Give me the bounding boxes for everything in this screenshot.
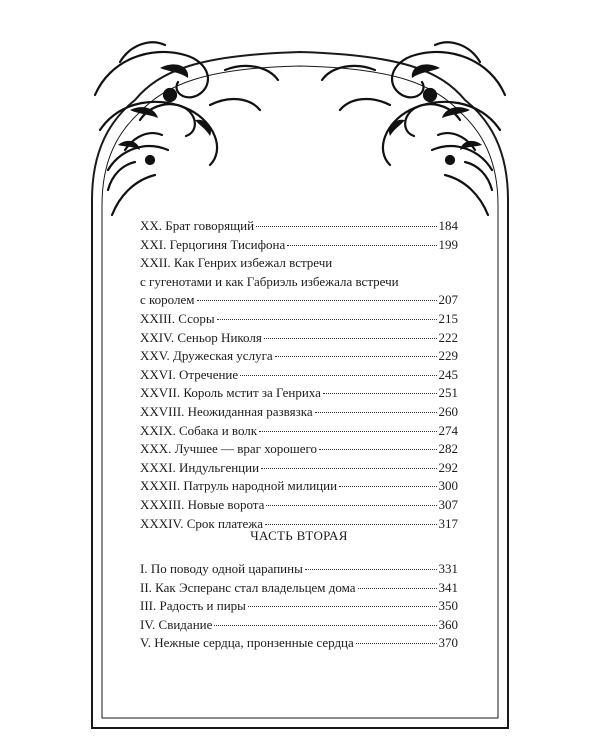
- toc-entry-part2-5[interactable]: [140, 634, 458, 653]
- toc-entry-title: XXXII. Патруль народной милиции: [140, 478, 338, 494]
- toc-entry-title: XXI. Герцогиня Тисифона: [140, 236, 286, 252]
- toc-entry-23[interactable]: [140, 310, 458, 329]
- toc-entry-20[interactable]: [140, 217, 458, 236]
- right-floral-ornament: [322, 42, 505, 215]
- toc-entry-page: 370: [438, 635, 458, 651]
- toc-entry-title: XXXIII. Новые ворота: [140, 496, 265, 512]
- toc-entry-page: 317: [438, 515, 458, 531]
- leader-dots: [256, 226, 436, 227]
- toc-entry-30[interactable]: [140, 440, 458, 459]
- toc-entry-page: 360: [438, 616, 458, 632]
- toc-entry-32[interactable]: [140, 477, 458, 496]
- toc-entry-title: III. Радость и пиры: [140, 598, 246, 614]
- leader-dots: [323, 393, 437, 394]
- leader-dots: [266, 505, 436, 506]
- toc-entry-page: 251: [438, 385, 458, 401]
- toc-entry-title: XX. Брат говорящий: [140, 218, 255, 233]
- toc-entry-31[interactable]: [140, 459, 458, 478]
- toc-entry-title: IV. Свидание: [140, 616, 213, 632]
- toc-entry-27[interactable]: [140, 384, 458, 403]
- leader-dots: [214, 625, 436, 626]
- toc-entry-part2-2[interactable]: [140, 579, 458, 598]
- left-floral-ornament: [95, 42, 278, 215]
- toc-entry-page: 274: [438, 422, 458, 438]
- toc-entry-page: 260: [438, 403, 458, 419]
- toc-entry-title-line: XXII. Как Генрих избежал встречи: [140, 255, 333, 271]
- leader-dots: [358, 588, 437, 589]
- toc-entry-title-line: с гугенотами и как Габриэль избежала встречи: [140, 273, 399, 289]
- toc-entry-page: 245: [438, 366, 458, 382]
- toc-entry-title: XXIX. Собака и волк: [140, 422, 258, 438]
- toc-entry-page: 215: [438, 310, 458, 326]
- leader-dots: [319, 449, 436, 450]
- toc-entry-part2-3[interactable]: [140, 597, 458, 616]
- toc-entry-page: 350: [438, 598, 458, 614]
- leader-dots: [264, 338, 437, 339]
- toc-entry-page: 222: [438, 329, 458, 345]
- toc-entry-26[interactable]: [140, 366, 458, 385]
- toc-entry-title: XXX. Лучшее — враг хорошего: [140, 441, 318, 457]
- toc-entry-part2-1[interactable]: [140, 560, 458, 579]
- toc-entry-page: 184: [438, 218, 458, 233]
- leader-dots: [275, 356, 437, 357]
- leader-dots: [259, 431, 436, 432]
- toc-entry-25[interactable]: [140, 347, 458, 366]
- part-two-heading: ЧАСТЬ ВТОРАЯ: [250, 528, 348, 543]
- leader-dots: [305, 569, 437, 570]
- toc-entry-page: 331: [438, 561, 458, 576]
- leader-dots: [287, 245, 436, 246]
- toc-entry-29[interactable]: [140, 422, 458, 441]
- toc-entry-page: 199: [438, 236, 458, 252]
- toc-entry-28[interactable]: [140, 403, 458, 422]
- toc-entry-title: XXVII. Король мстит за Генриха: [140, 385, 321, 401]
- toc-entry-page: 292: [438, 459, 458, 475]
- toc-entry-21[interactable]: [140, 236, 458, 255]
- leader-dots: [356, 643, 437, 644]
- toc-entry-title: XXIV. Сеньор Николя: [140, 329, 262, 345]
- toc-entry-part2-4[interactable]: [140, 616, 458, 635]
- toc-entry-title: с королем: [140, 292, 195, 308]
- toc-entry-page: 341: [438, 579, 458, 595]
- toc-entry-page: 282: [438, 441, 458, 457]
- toc-part-one: [140, 217, 458, 533]
- leader-dots: [315, 412, 437, 413]
- toc-entry-title: XXVI. Отречение: [140, 366, 239, 382]
- leader-dots: [240, 375, 436, 376]
- toc-entry-page: 300: [438, 478, 458, 494]
- toc-entry-page: 229: [438, 348, 458, 364]
- toc-entry-33[interactable]: [140, 496, 458, 515]
- toc-part-two: [140, 560, 458, 653]
- toc-entry-title: V. Нежные сердца, пронзенные сердца: [140, 635, 354, 651]
- toc-entry-title: XXV. Дружеская услуга: [140, 348, 273, 364]
- toc-entry-22[interactable]: [140, 254, 458, 310]
- toc-entry-title: XXVIII. Неожиданная развязка: [140, 403, 313, 419]
- toc-entry-title: XXIII. Ссоры: [140, 310, 215, 326]
- toc-entry-title: I. По поводу одной царапины: [140, 561, 303, 576]
- toc-entry-title: XXXI. Индульгенции: [140, 459, 260, 475]
- toc-entry-page: 307: [438, 496, 458, 512]
- leader-dots: [217, 319, 437, 320]
- leader-dots: [339, 486, 436, 487]
- leader-dots: [197, 300, 437, 301]
- leader-dots: [248, 606, 437, 607]
- toc-entry-title: II. Как Эсперанс стал владельцем дома: [140, 579, 356, 595]
- leader-dots: [265, 524, 436, 525]
- toc-entry-page: 207: [438, 292, 458, 308]
- toc-entry-title: XXXIV. Срок платежа: [140, 515, 264, 531]
- toc-entry-24[interactable]: [140, 329, 458, 348]
- leader-dots: [261, 468, 436, 469]
